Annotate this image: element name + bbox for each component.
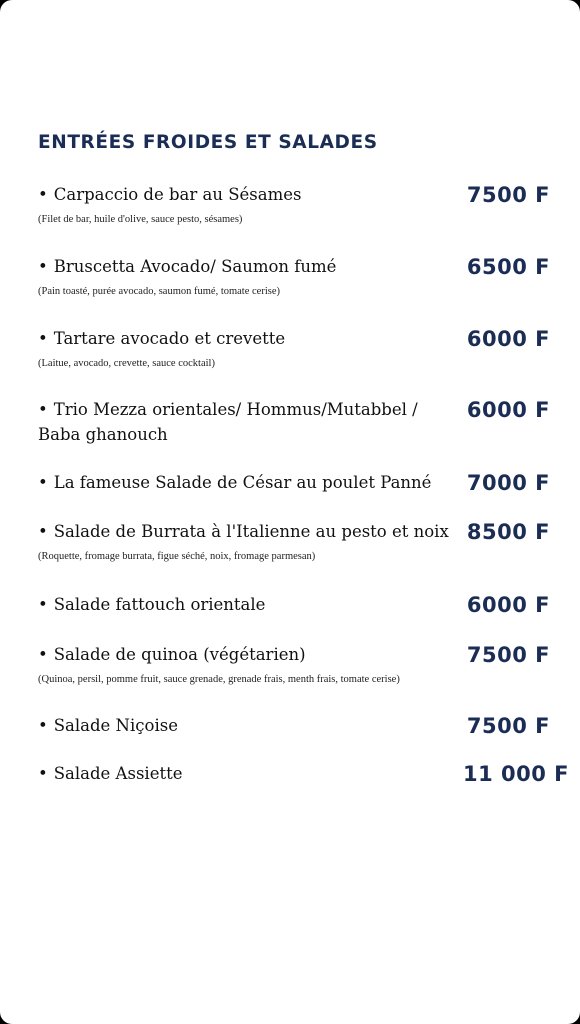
- menu-item-name-text: Trio Mezza orientales/ Hommus/Mutabbel / Baba ghanouch: [38, 400, 418, 444]
- menu-item: [38, 470, 558, 495]
- menu-item-price: 7500 F: [466, 714, 550, 738]
- bullet-icon: •: [38, 595, 48, 614]
- menu-item-description: (Filet de bar, huile d'olive, sauce pesto, sésames): [38, 214, 243, 225]
- menu-item-description: (Roquette, fromage burrata, figue séché, noix, fromage parmesan): [38, 551, 316, 562]
- bullet-icon: •: [38, 257, 48, 276]
- menu-item-price: 8500 F: [466, 520, 550, 544]
- menu-item-price: 6000 F: [466, 327, 550, 351]
- menu-item-price: 6500 F: [466, 255, 550, 279]
- bullet-icon: •: [38, 329, 48, 348]
- menu-item-description: (Laitue, avocado, crevette, sauce cocktail): [38, 358, 215, 369]
- menu-item-name-text: Salade Assiette: [53, 764, 183, 783]
- menu-item-name-text: La fameuse Salade de César au poulet Panné: [53, 473, 432, 492]
- menu-item-name: [38, 713, 428, 738]
- menu-item-price: 7500 F: [466, 643, 550, 667]
- menu-item: [38, 519, 558, 563]
- menu-item-price: 7000 F: [466, 471, 550, 495]
- menu-item-name-text: Salade de quinoa (végétarien): [53, 645, 306, 664]
- menu-item-name-text: Salade fattouch orientale: [53, 595, 266, 614]
- menu-item-name-text: Salade de Burrata à l'Italienne au pesto et noix: [53, 522, 449, 541]
- bullet-icon: •: [38, 716, 48, 735]
- menu-item: [38, 397, 558, 447]
- menu-item-name: [38, 397, 428, 447]
- menu-section-title: ENTRÉES FROIDES ET SALADES: [38, 132, 378, 153]
- menu-item-name-text: Tartare avocado et crevette: [53, 329, 286, 348]
- menu-item-name: [38, 592, 428, 617]
- menu-item-name-text: Carpaccio de bar au Sésames: [53, 185, 302, 204]
- menu-item: [38, 761, 569, 786]
- bullet-icon: •: [38, 645, 48, 664]
- menu-item: [38, 592, 558, 617]
- menu-item: [38, 713, 558, 738]
- menu-item: [38, 182, 558, 226]
- menu-item-name: [38, 519, 468, 544]
- menu-item-price: 6000 F: [466, 593, 550, 617]
- menu-item-name: [38, 254, 428, 279]
- menu-item-name: [38, 642, 428, 667]
- menu-item: [38, 326, 558, 370]
- menu-item: [38, 254, 558, 298]
- menu-item-price: 6000 F: [466, 398, 550, 422]
- bullet-icon: •: [38, 473, 48, 492]
- menu-item-name-text: Salade Niçoise: [53, 716, 178, 735]
- menu-item-name: [38, 182, 428, 207]
- menu-item-description: (Quinoa, persil, pomme fruit, sauce grenade, grenade frais, menth frais, tomate cerise): [38, 674, 400, 685]
- menu-item-name: [38, 761, 428, 786]
- bullet-icon: •: [38, 522, 48, 541]
- bullet-icon: •: [38, 400, 48, 419]
- bullet-icon: •: [38, 764, 48, 783]
- menu-item-description: (Pain toasté, purée avocado, saumon fumé, tomate cerise): [38, 286, 280, 297]
- menu-item: [38, 642, 558, 686]
- bullet-icon: •: [38, 185, 48, 204]
- menu-item-name: [38, 326, 428, 351]
- menu-item-name-text: Bruscetta Avocado/ Saumon fumé: [53, 257, 337, 276]
- menu-item-name: [38, 470, 468, 495]
- menu-item-price: 11 000 F: [462, 762, 569, 786]
- menu-item-price: 7500 F: [466, 183, 550, 207]
